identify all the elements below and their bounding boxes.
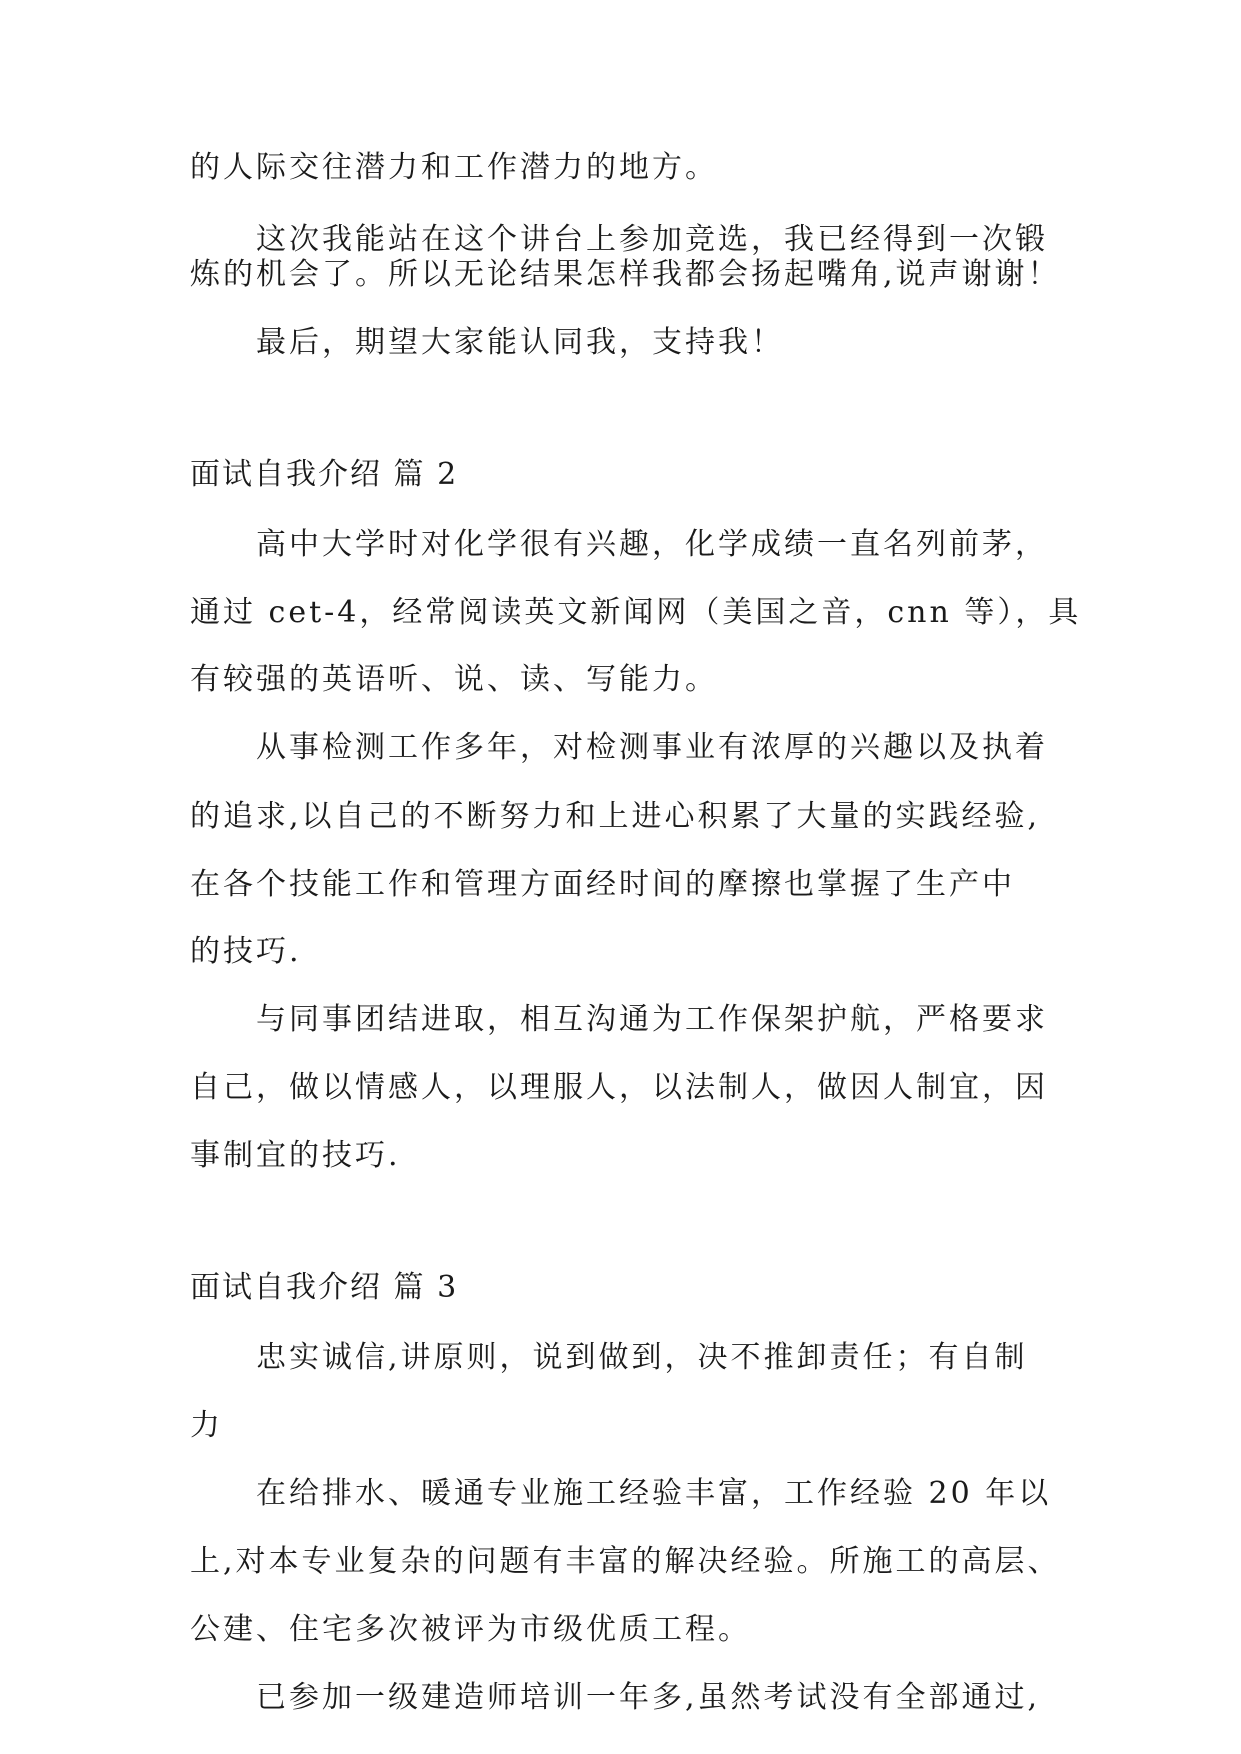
- paragraph-line: 这次我能站在这个讲台上参加竞选，我已经得到一次锻: [256, 222, 1048, 257]
- paragraph-line: 从事检测工作多年，对检测事业有浓厚的兴趣以及执着: [256, 730, 1048, 765]
- paragraph-line: 在各个技能工作和管理方面经时间的摩擦也掌握了生产中: [190, 867, 1015, 902]
- paragraph-line: 通过 cet-4，经常阅读英文新闻网（美国之音，cnn 等），具: [190, 595, 1082, 630]
- paragraph-line: 的技巧.: [190, 934, 302, 969]
- paragraph-line: 的人际交往潜力和工作潜力的地方。: [190, 150, 718, 185]
- paragraph-line: 力: [190, 1408, 223, 1443]
- paragraph-line: 已参加一级建造师培训一年多,虽然考试没有全部通过,: [256, 1680, 1041, 1715]
- paragraph-line: 的追求,以自己的不断努力和上进心积累了大量的实践经验,: [190, 799, 1041, 834]
- paragraph-line: 自己，做以情感人，以理服人，以法制人，做因人制宜，因: [190, 1070, 1048, 1105]
- section-heading: 面试自我介绍 篇 2: [190, 457, 459, 492]
- paragraph-line: 最后，期望大家能认同我，支持我！: [256, 325, 784, 360]
- paragraph-line: 高中大学时对化学很有兴趣，化学成绩一直名列前茅，: [256, 527, 1048, 562]
- section-heading: 面试自我介绍 篇 3: [190, 1270, 459, 1305]
- paragraph-line: 在给排水、暖通专业施工经验丰富，工作经验 20 年以: [256, 1476, 1052, 1511]
- paragraph-line: 与同事团结进取，相互沟通为工作保架护航，严格要求: [256, 1002, 1048, 1037]
- paragraph-line: 上,对本专业复杂的问题有丰富的解决经验。所施工的高层、: [190, 1544, 1061, 1579]
- paragraph-line: 有较强的英语听、说、读、写能力。: [190, 662, 718, 697]
- paragraph-line: 忠实诚信,讲原则，说到做到，决不推卸责任；有自制: [256, 1340, 1028, 1375]
- paragraph-line: 公建、住宅多次被评为市级优质工程。: [190, 1612, 751, 1647]
- paragraph-line: 事制宜的技巧.: [190, 1138, 401, 1173]
- paragraph-line: 炼的机会了。所以无论结果怎样我都会扬起嘴角,说声谢谢！: [190, 257, 1061, 292]
